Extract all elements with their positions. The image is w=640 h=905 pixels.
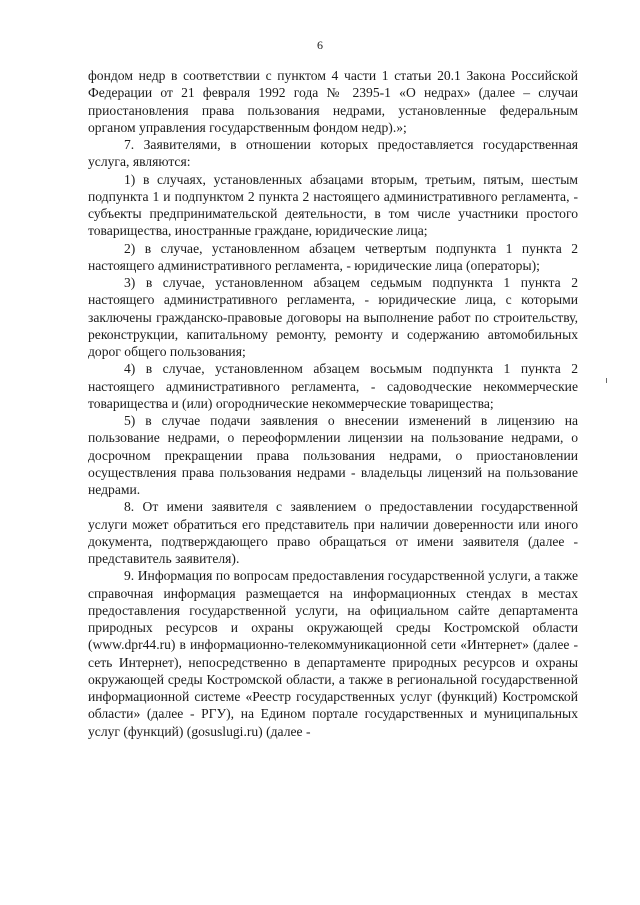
paragraph-continuation: фондом недр в соответствии с пунктом 4 части 1 статьи 20.1 Закона Российской Федерации от 21 февраля 1992 года № 2395-1 «О недрах» (далее – случаи приостановления права пользования недрами, установленные федеральным органом управления государственным фондом недр).»; — [88, 68, 578, 135]
paragraph-subitem-4: 4) в случае, установленном абзацем восьмым подпункта 1 пункта 2 настоящего административного регламента, - садоводческие некоммерческие товарищества и (или) огороднические некоммерческие товарищества; — [88, 361, 578, 411]
paragraph-item-8: 8. От имени заявителя с заявлением о предоставлении государственной услуги может обратиться его представитель при наличии доверенности или иного документа, подтверждающего право обращаться от имени заявителя (далее - представитель заявителя). — [88, 499, 578, 566]
paragraph-subitem-1: 1) в случаях, установленных абзацами вторым, третьим, пятым, шестым подпункта 1 и подпунктом 2 пункта 2 настоящего административного регламента, - субъекты предпринимательской деятельности, в том числе участники простого товарищества, иностранные граждане, юридические лица; — [88, 171, 578, 239]
scan-mark — [606, 378, 607, 383]
paragraph-item-9: 9. Информация по вопросам предоставления государственной услуги, а также справочная информация размещается на информационных стендах в местах предоставления государственной услуги, на официальном сайте департамента природных ресурсов и охраны окружающей среды Костромской области (www.dpr44.ru) в информационно-телекоммуникационной сети «Интернет» (далее - сеть Интернет), непосредственно в департаменте природных ресурсов и охраны окружающей среды Костромской области, а также в региональной государственной информационной системе «Реестр государственных услуг (функций) Костромской области» (далее - РГУ), на Едином портале государственных и муниципальных услуг (функций) (gosuslugi.ru) (далее - — [88, 568, 578, 739]
paragraph-item-7: 7. Заявителями, в отношении которых предоставляется государственная услуга, являются: — [88, 137, 578, 170]
paragraph-subitem-2: 2) в случае, установленном абзацем четвертым подпункта 1 пункта 2 настоящего административного регламента, - юридические лица (операторы); — [88, 240, 578, 273]
paragraph-subitem-5: 5) в случае подачи заявления о внесении изменений в лицензию на пользование недрами, о переоформлении лицензии на пользование недрами, о досрочном прекращении права пользования недрами, о приостановлении осуществления права пользования недрами - владельцы лицензий на пользование недрами. — [88, 413, 578, 497]
paragraph-subitem-3: 3) в случае, установленном абзацем седьмым подпункта 1 пункта 2 настоящего административного регламента, - юридические лица, с которыми заключены гражданско-правовые договоры на выполнение работ по строительству, реконструкции, капитальному ремонту, ремонту и содержанию автомобильных дорог общего пользования; — [88, 275, 578, 359]
document-body — [88, 67, 578, 740]
page-number: 6 — [317, 38, 323, 52]
